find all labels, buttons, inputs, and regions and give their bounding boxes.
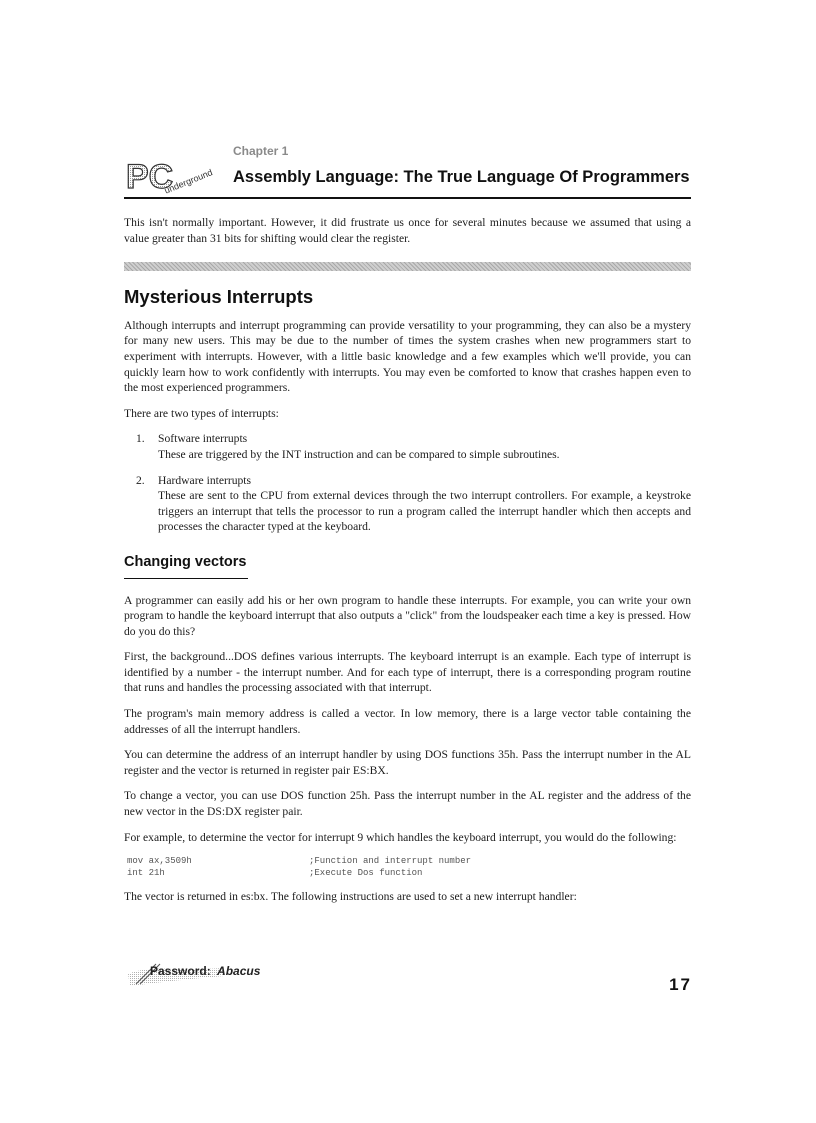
section-paragraph: Although interrupts and interrupt programming can provide versatility to your programming, they can also be a mystery for many new users. This may be due to the number of times the system crashes when new programmers start to experiment with interrupts. However, with a little basic knowledge and a few examples which we'll provide, you can quickly learn how to work confidently with interrupts. You may even be comforted to know that crashes happen even to the most experienced programmers.	[124, 318, 691, 395]
header-divider	[124, 197, 691, 199]
subsection-paragraph: The program's main memory address is called a vector. In low memory, there is a large vector table containing the addresses of all the interrupt handlers.	[124, 707, 691, 736]
list-item-number: 1.	[136, 432, 145, 446]
list-item-title: Software interrupts	[158, 432, 248, 446]
list-item	[124, 473, 691, 535]
section-title: Mysterious Interrupts	[124, 286, 314, 308]
intro-paragraph: This isn't normally important. However, it did frustrate us once for several minutes because we assumed that using a value greater than 31 bits for shifting would clear the register.	[124, 216, 691, 245]
closing-paragraph: The vector is returned in es:bx. The following instructions are used to set a new interrupt handler:	[124, 890, 577, 904]
subsection-title: Changing vectors	[124, 553, 247, 570]
password-value: Abacus	[217, 964, 261, 978]
list-item-description: These are sent to the CPU from external devices through the two interrupt controllers. For example, a keystroke triggers an interrupt that tells the processor to run a program called the interrupt handler which then accepts and processes the character typed at the keyboard.	[158, 489, 691, 534]
chapter-label: Chapter 1	[233, 144, 289, 158]
subsection-underline	[124, 578, 248, 579]
pc-underground-logo	[124, 156, 224, 196]
subsection-paragraph: First, the background...DOS defines various interrupts. The keyboard interrupt is an example. Each type of interrupt is identified by a number - the interrupt number. And for each type of interrupt, there is a corresponding program routine that runs and handles the processing associated with that interrupt.	[124, 650, 691, 695]
page-number: 17	[669, 975, 692, 994]
code-block	[124, 855, 691, 879]
code-line	[124, 855, 691, 867]
chapter-title: Assembly Language: The True Language Of Programmers	[233, 168, 690, 186]
code-comment: ;Execute Dos function	[309, 868, 423, 879]
subsection-paragraph: For example, to determine the vector for interrupt 9 which handles the keyboard interrupt, you would do the following:	[124, 830, 677, 844]
code-instruction: int 21h	[127, 868, 165, 879]
subsection-paragraph: To change a vector, you can use DOS function 25h. Pass the interrupt number in the AL register and the address of the new vector in the DS:DX register pair.	[124, 789, 691, 819]
footer-password	[150, 964, 260, 978]
subsection-paragraph: A programmer can easily add his or her own program to handle these interrupts. For example, you can write your own program to handle the keyboard interrupt that also outputs a "click" from the loudspeaker each time a key is pressed. How do you do this?	[124, 593, 691, 638]
list-item	[124, 431, 691, 462]
code-comment: ;Function and interrupt number	[309, 856, 472, 867]
interrupt-types-list	[124, 431, 691, 535]
code-instruction: mov ax,3509h	[127, 856, 192, 867]
password-label: Password:	[150, 964, 211, 978]
section-paragraph: There are two types of interrupts:	[124, 406, 279, 420]
list-item-description: These are triggered by the INT instruction and can be compared to simple subroutines.	[158, 447, 560, 461]
code-line	[124, 867, 691, 879]
list-item-number: 2.	[136, 473, 145, 487]
section-separator-bar	[124, 262, 691, 271]
logo-sub-text: underground	[162, 167, 214, 196]
page-body	[124, 215, 691, 915]
subsection-paragraph: You can determine the address of an interrupt handler by using DOS functions 35h. Pass the interrupt number in the AL register and the vector is returned in register pair ES:BX.	[124, 748, 691, 777]
list-item-title: Hardware interrupts	[158, 473, 252, 487]
logo-pc-text: PC	[126, 158, 174, 196]
